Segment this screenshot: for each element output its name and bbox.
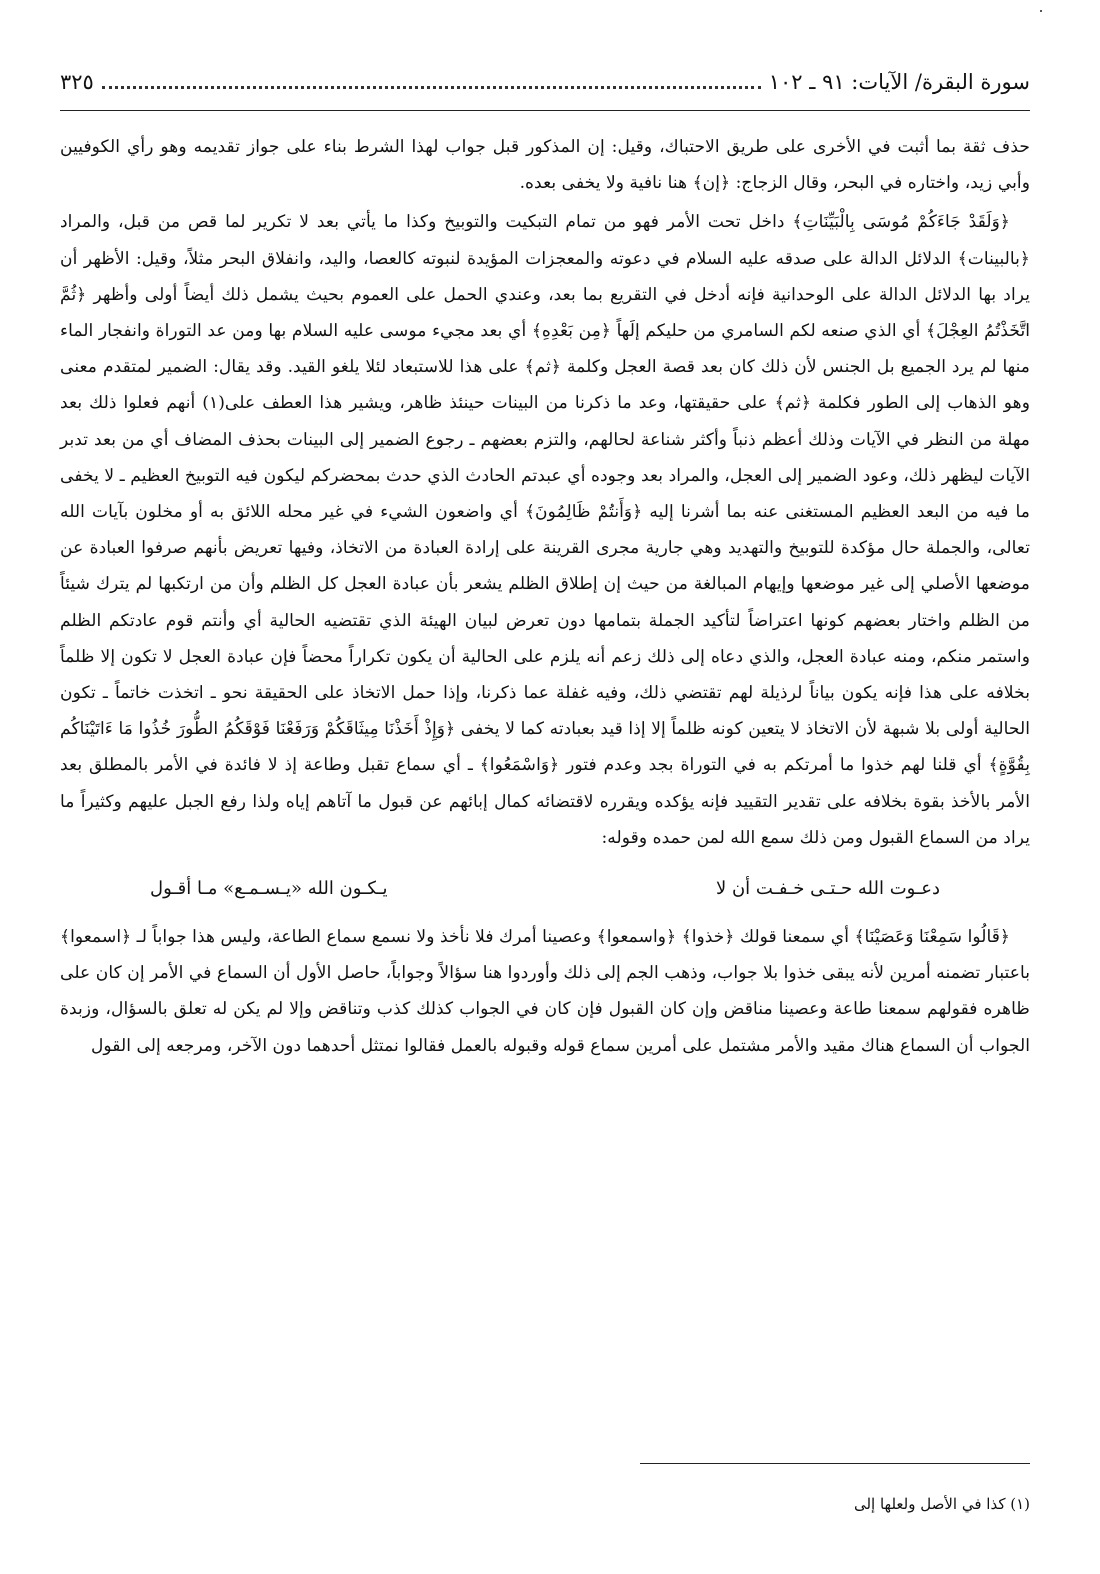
running-header	[60, 70, 1030, 111]
paragraph-1: حذف ثقة بما أثبت في الأخرى على طريق الاحتباك، وقيل: إن المذكور قبل جواب لهذا الشرط بناء على جواز تقديمه وهو رأي الكوفيين وأبي زيد، واختاره في البحر، وقال الزجاج: ﴿إن﴾ هنا نافية ولا يخفى بعده.	[60, 137, 1030, 194]
footnote-divider	[640, 1463, 1030, 1464]
header-leader-dots	[102, 76, 761, 89]
verse-first-hemistich: دعـوت الله حـتـى خـفـت أن لا	[715, 878, 940, 900]
footnote: (١) كذا في الأصل ولعلها إلى	[853, 1495, 1030, 1513]
paragraph-2: ﴿وَلَقَدْ جَاءَكُمْ مُوسَى بِالْبَيِّنَاتِ﴾ داخل تحت الأمر فهو من تمام التبكيت والتوبيخ وكذا ما يأتي بعد لا تكرير لما قص من قبل، والمراد ﴿بالبينات﴾ الدلائل الدالة على صدقه عليه السلام في دعوته والمعجزات المؤيدة لنبوته كالعصا، واليد، وانفلاق البحر مثلاً، وقيل: الأظهر أن يراد بها الدلائل الدالة على الوحدانية فإنه أدخل في التقريع بما بعد، وعندي الحمل على العموم بحيث يشمل ذلك أيضاً أولى وأظهر ﴿ثُمَّ اتَّخَذْتُمُ العِجْلَ﴾ أي الذي صنعه لكم السامري من حليكم إلَهاً ﴿مِن بَعْدِهِ﴾ أي بعد مجيء موسى عليه السلام بها ومن عد التوراة وانفجار الماء منها لم يرد الجميع بل الجنس لأن ذلك كان بعد قصة العجل وكلمة ﴿ثم﴾ على هذا للاستبعاد لئلا يلغو القيد. وقد يقال: الضمير لمتقدم معنى وهو الذهاب إلى الطور فكلمة ﴿ثم﴾ على حقيقتها، وعد ما ذكرنا من البينات حينئذ ظاهر، ويشير هذا العطف على(١) أنهم فعلوا ذلك بعد مهلة من النظر في الآيات وذلك أعظم ذنباً وأكثر شناعة لحالهم، والتزم بعضهم ـ رجوع الضمير إلى البينات بحذف المضاف أي من بعد تدبر الآيات ليظهر ذلك، وعود الضمير إلى العجل، والمراد بعد وجوده أي عبدتم الحادث الذي حدث بمحضركم ليكون فيه التوبيخ العظيم ـ لا يخفى ما فيه من البعد العظيم المستغنى عنه بما أشرنا إليه ﴿وَأَنتُمْ ظَالِمُونَ﴾ أي واضعون الشيء في غير محله اللائق به أو مخلون بآيات الله تعالى، والجملة حال مؤكدة للتوبيخ والتهديد وهي جارية مجرى القرينة على إرادة العبادة من الاتخاذ، وفيها تعريض بأنهم صرفوا العبادة عن موضعها الأصلي إلى غير موضعها وإيهام المبالغة من حيث إن إطلاق الظلم يشعر بأن عبادة العجل كل الظلم وأن من ارتكبها لم يترك شيئاً من الظلم واختار بعضهم كونها اعتراضاً لتأكيد الجملة بتمامها دون تعرض لبيان الهيئة الذي تقتضيه الحالية أي وأنتم قوم عادتكم الظلم واستمر منكم، ومنه عبادة العجل، والذي دعاه إلى ذلك زعم أنه يلزم على الحالية أن يكون تكراراً محضاً فإن عبادة العجل لا تكون إلا ظلماً بخلافه على هذا فإنه يكون بياناً لرذيلة لهم تقتضي ذلك، وفيه غفلة عما ذكرنا، وإذا حمل الاتخاذ على الحقيقة نحو ـ اتخذت خاتماً ـ تكون الحالية أولى بلا شبهة لأن الاتخاذ لا يتعين كونه ظلماً إلا إذا قيد بعبادته كما لا يخفى ﴿وَإِذْ أَخَذْنَا مِيثَاقَكُمْ وَرَفَعْنَا فَوْقَكُمُ الطُّورَ خُذُوا مَا ءَاتَيْنَاكُم بِقُوَّةٍ﴾ أي قلنا لهم خذوا ما أمرتكم به في التوراة بجد وعدم فتور ﴿وَاسْمَعُوا﴾ ـ أي سماع تقبل وطاعة إذ لا فائدة في الأمر بالمطلق بعد الأمر بالأخذ بقوة بخلافه على تقدير التقييد فإنه يؤكده ويقرره لاقتضائه كمال إبائهم عن قبول ما آتاهم إياه ولذا رفع الجبل عليهم وكثيراً ما يراد من السماع القبول ومن ذلك سمع الله لمن حمده وقوله:	[60, 212, 1030, 848]
main-text	[60, 129, 1030, 1064]
page	[60, 70, 1030, 1064]
page-number: ٣٢٥	[60, 70, 94, 94]
verse-second-hemistich: يـكـون الله «يـسـمـع» مـا أقـول	[150, 878, 388, 900]
scan-mark	[1040, 10, 1042, 12]
header-title: سورة البقرة/ الآيات: ٩١ ـ ١٠٢	[768, 70, 1030, 94]
paragraph-3: ﴿قَالُوا سَمِعْنَا وَعَصَيْنَا﴾ أي سمعنا قولك ﴿خذوا﴾ ﴿واسمعوا﴾ وعصينا أمرك فلا نأخذ ولا نسمع سماع الطاعة، وليس هذا جواباً لـ ﴿اسمعوا﴾ باعتبار تضمنه أمرين لأنه يبقى خذوا بلا جواب، وذهب الجم إلى ذلك وأوردوا هنا سؤالاً وجواباً، حاصل الأول أن السماع في الأمر إن كان على ظاهره فقولهم سمعنا طاعة وعصينا مناقض وإن كان القبول فإن كان في الجواب كذلك كذب وتناقض وإلا لم يكن له تعلق بالسؤال، وزبدة الجواب أن السماع هناك مقيد والأمر مشتمل على أمرين سماع قوله وقبوله بالعمل فقالوا نمتثل أحدهما دون الآخر، ومرجعه إلى القول	[60, 927, 1030, 1056]
poetry-verse	[150, 878, 940, 899]
